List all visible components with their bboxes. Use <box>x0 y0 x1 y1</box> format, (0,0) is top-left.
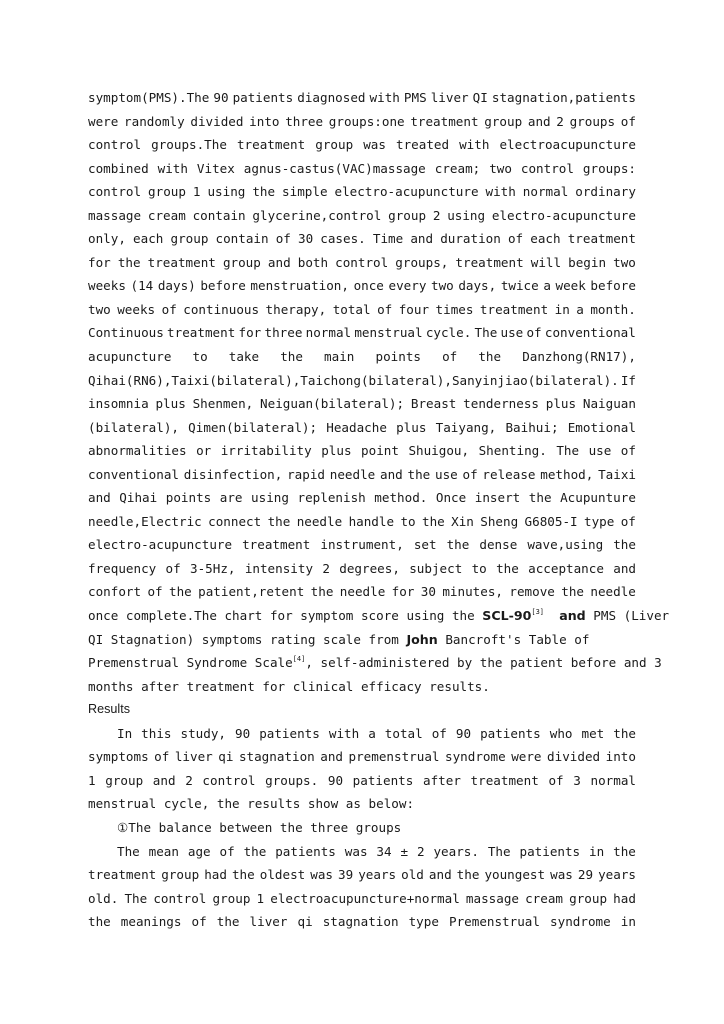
text-segment: QI Stagnation) symptoms rating scale from <box>88 631 399 647</box>
results-paragraph <box>88 722 636 816</box>
text-line: for the treatment group and both control groups, treatment will begin two <box>88 254 636 270</box>
text-line: were randomly divided into three groups:one treatment group and 2 groups of <box>88 113 636 129</box>
methods-paragraph <box>88 86 670 698</box>
text-line: control groups.The treatment group was treated with electroacupuncture <box>88 137 636 153</box>
text-line: (bilateral), Qimen(bilateral); Headache plus Taiyang, Baihui; Emotional <box>88 419 636 435</box>
text-line: In this study, 90 patients with a total of 90 patients who met the <box>117 725 636 741</box>
text-line-scl90 <box>88 604 670 628</box>
text-line: frequency of 3-5Hz, intensity 2 degrees, subject to the acceptance and <box>88 560 636 576</box>
text-line: conventional disinfection, rapid needle and the use of release method, Taixi <box>88 466 636 482</box>
author-john: John <box>406 631 438 647</box>
citation-3: [3] <box>531 608 545 617</box>
age-paragraph <box>88 840 636 934</box>
text-line: months after treatment for clinical efficacy results. <box>88 678 490 694</box>
text-line: old. The control group 1 electroacupuncture+normal massage cream group had <box>88 890 636 906</box>
text-segment: Bancroft's Table of <box>445 631 590 647</box>
text-segment: PMS (Liver <box>593 608 670 624</box>
text-line-premenstrual-scale <box>88 651 662 675</box>
text-line: insomnia plus Shenmen, Neiguan(bilateral); Breast tenderness plus Naiguan <box>88 396 636 412</box>
text-line: and Qihai points are using replenish method. Once insert the Acupunture <box>88 490 636 506</box>
text-line: only, each group contain of 30 cases. Time and duration of each treatment <box>88 231 636 247</box>
text-segment: once complete.The chart for symptom score using the <box>88 608 475 624</box>
text-line: Qihai(RN6),Taixi(bilateral),Taichong(bilateral),Sanyinjiao(bilateral). If <box>88 372 636 388</box>
balance-subheading: ①The balance between the three groups <box>117 819 402 835</box>
text-line: symptoms of liver qi stagnation and premenstrual syndrome were divided into <box>88 749 636 765</box>
document-body <box>88 86 670 934</box>
text-segment: , self-administered by the patient before and 3 <box>305 655 662 671</box>
text-line: menstrual cycle, the results show as below: <box>88 796 415 812</box>
scale-name-scl90: SCL-90 <box>482 608 532 624</box>
text-line: 1 group and 2 control groups. 90 patients after treatment of 3 normal <box>88 772 636 788</box>
text-line: control group 1 using the simple electro-acupuncture with normal ordinary <box>88 184 636 200</box>
text-line: abnormalities or irritability plus point Shuigou, Shenting. The use of <box>88 443 636 459</box>
text-line: needle,Electric connect the needle handle to the Xin Sheng G6805-I type of <box>88 513 636 529</box>
text-line: The mean age of the patients was 34 ± 2 years. The patients in the <box>117 843 636 859</box>
bold-and: and <box>559 608 586 624</box>
text-line-bancroft <box>88 628 636 652</box>
text-line: massage cream contain glycerine,control group 2 using electro-acupuncture <box>88 207 636 223</box>
text-line: Continuous treatment for three normal menstrual cycle. The use of conventional <box>88 325 636 341</box>
text-line: electro-acupuncture treatment instrument, set the dense wave,using the <box>88 537 636 553</box>
text-line: the meanings of the liver qi stagnation type Premenstrual syndrome in <box>88 914 636 930</box>
text-line: combined with Vitex agnus-castus(VAC)massage cream; two control groups: <box>88 160 636 176</box>
text-line: acupuncture to take the main points of the Danzhong(RN17), <box>88 349 636 365</box>
citation-4: [4] <box>292 655 306 664</box>
text-line: confort of the patient,retent the needle for 30 minutes, remove the needle <box>88 584 636 600</box>
text-line: weeks (14 days) before menstruation, once every two days, twice a week before <box>88 278 636 294</box>
text-line: two weeks of continuous therapy, total of four times treatment in a month. <box>88 301 636 317</box>
results-heading: Results <box>88 702 130 717</box>
text-segment: Premenstrual Syndrome Scale <box>88 655 293 671</box>
text-line: treatment group had the oldest was 39 years old and the youngest was 29 years <box>88 867 636 883</box>
text-line: symptom(PMS).The 90 patients diagnosed with PMS liver QI stagnation,patients <box>88 90 636 105</box>
